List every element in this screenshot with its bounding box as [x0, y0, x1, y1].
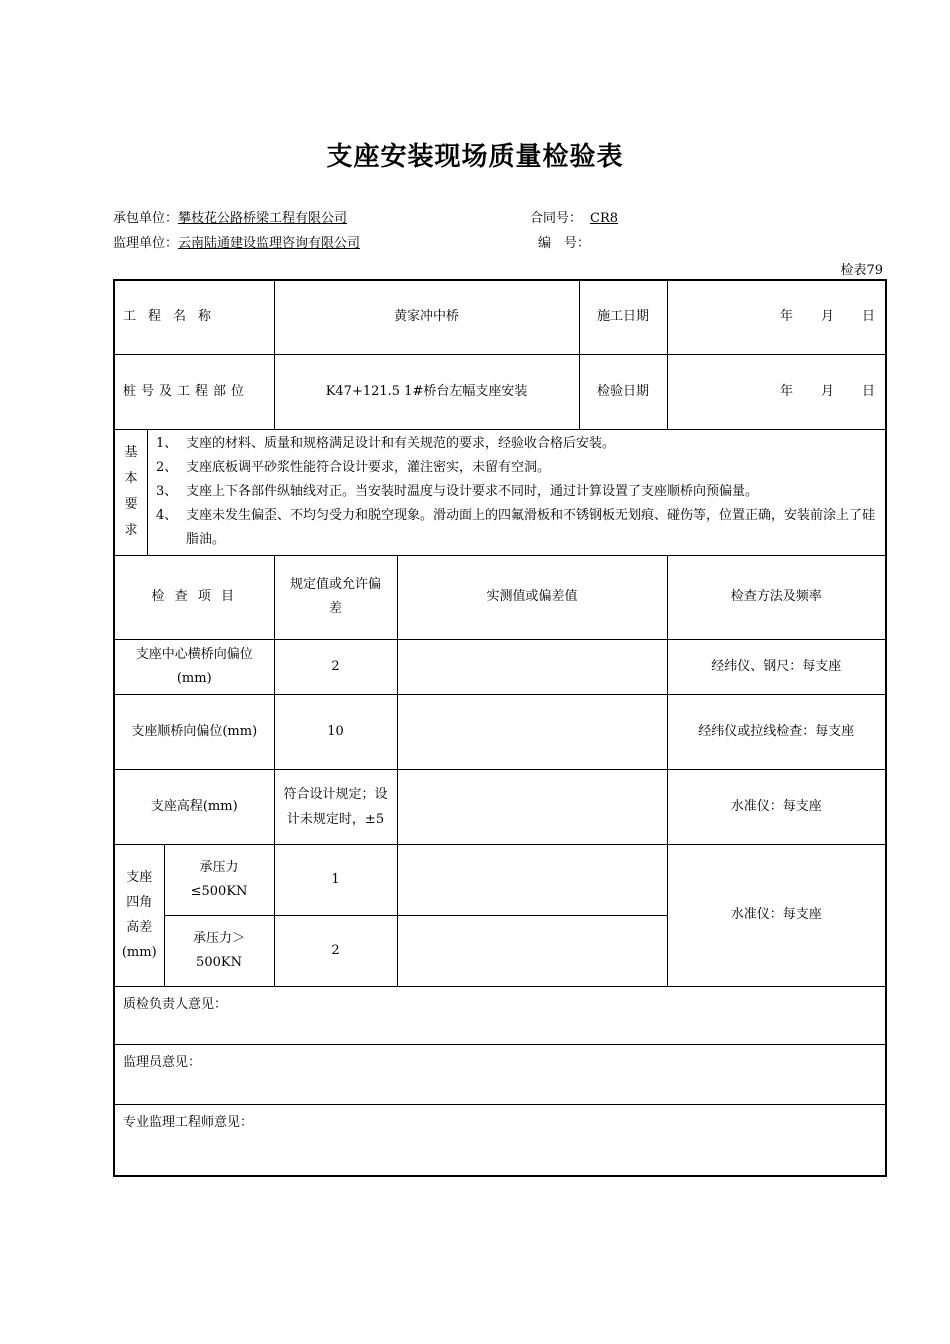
- corner-sub1-measured[interactable]: [397, 844, 667, 915]
- table-row: [114, 769, 886, 844]
- qc-opinion[interactable]: 质检负责人意见：: [114, 986, 886, 1044]
- requirements-list: [148, 430, 885, 555]
- corner-sub2-measured[interactable]: [397, 915, 667, 986]
- header-measured: 实测值或偏差值: [397, 555, 667, 639]
- corner-method: 水准仪：每支座: [667, 844, 886, 986]
- qc-opinion-row: [114, 986, 886, 1044]
- supervisor-label: 监理单位：: [113, 236, 179, 251]
- contract-no-label: 合同号：: [530, 211, 583, 226]
- project-name-row: [114, 280, 886, 354]
- supervisor-opinion-row: [114, 1044, 886, 1104]
- row-method: 经纬仪、钢尺：每支座: [667, 639, 886, 694]
- table-row: [114, 639, 886, 694]
- requirement-item: 2、 支座底板调平砂浆性能符合设计要求，灌注密实，未留有空洞。: [156, 459, 551, 475]
- row-method: 水准仪：每支座: [667, 769, 886, 844]
- requirement-item: 1、 支座的材料、质量和规格满足设计和有关规范的要求，经验收合格后安装。: [156, 435, 616, 451]
- contract-no-line: [530, 207, 626, 226]
- serial-line: [538, 232, 618, 251]
- header-method: 检查方法及频率: [667, 555, 886, 639]
- corner-group-label: 支座四角高差(mm): [114, 844, 164, 986]
- row-method: 经纬仪或拉线检查：每支座: [667, 694, 886, 769]
- station-value: K47+121.5 1#桥台左幅支座安装: [274, 354, 579, 429]
- contractor-line: [113, 207, 347, 226]
- corner-sub2-item: 承压力＞500KN: [164, 915, 274, 986]
- corner-sub1-item: 承压力≤500KN: [164, 844, 274, 915]
- corner-sub2-spec: 2: [274, 915, 397, 986]
- construction-date-label: 施工日期: [579, 280, 667, 354]
- contract-no-value: CR8: [590, 211, 619, 226]
- supervisor-opinion[interactable]: 监理员意见：: [114, 1044, 886, 1104]
- serial-label: 编 号：: [538, 236, 591, 251]
- row-spec: 2: [274, 639, 397, 694]
- inspection-date-field[interactable]: 年 月 日: [667, 354, 886, 429]
- header-item: 检 查 项 目: [114, 555, 274, 639]
- row-measured[interactable]: [397, 639, 667, 694]
- supervisor-line: [113, 232, 360, 251]
- page-title: 支座安装现场质量检验表: [326, 142, 624, 172]
- corner-row-1: [114, 844, 886, 915]
- row-spec: 10: [274, 694, 397, 769]
- station-label: 桩号及工程部位: [114, 354, 274, 429]
- supervisor-value: 云南陆通建设监理咨询有限公司: [178, 236, 361, 251]
- row-measured[interactable]: [397, 769, 667, 844]
- project-name-value: 黄家冲中桥: [274, 280, 579, 354]
- row-item: 支座中心横桥向偏位(mm): [114, 639, 274, 694]
- project-name-label: 工程名称: [114, 280, 274, 354]
- corner-sub1-spec: 1: [274, 844, 397, 915]
- contractor-value: 攀枝花公路桥梁工程有限公司: [178, 211, 348, 226]
- table-row: [114, 694, 886, 769]
- requirement-item: 4、 支座未发生偏歪、不均匀受力和脱空现象。滑动面上的四氟滑板和不锈钢板无划痕、碰伤等，位置正确，安装前涂上了硅脂油。: [156, 507, 876, 547]
- header-row: [114, 555, 886, 639]
- requirement-item: 3、 支座上下各部件纵轴线对正。当安装时温度与设计要求不同时，通过计算设置了支座顺桥向预偏量。: [156, 483, 759, 499]
- requirements-label: 基 本 要 求: [115, 430, 148, 555]
- row-item: 支座顺桥向偏位(mm): [114, 694, 274, 769]
- station-row: [114, 354, 886, 429]
- inspection-date-label: 检验日期: [579, 354, 667, 429]
- row-measured[interactable]: [397, 694, 667, 769]
- inspection-table: [113, 279, 887, 1177]
- contractor-label: 承包单位：: [113, 211, 179, 226]
- row-spec: 符合设计规定；设计未规定时，±5: [274, 769, 397, 844]
- engineer-opinion[interactable]: 专业监理工程师意见：: [114, 1104, 886, 1176]
- engineer-opinion-row: [114, 1104, 886, 1176]
- form-number: 检表79: [840, 263, 883, 278]
- row-item: 支座高程(mm): [114, 769, 274, 844]
- header-spec: 规定值或允许偏差: [274, 555, 397, 639]
- requirements-row: [114, 429, 886, 555]
- construction-date-field[interactable]: 年 月 日: [667, 280, 886, 354]
